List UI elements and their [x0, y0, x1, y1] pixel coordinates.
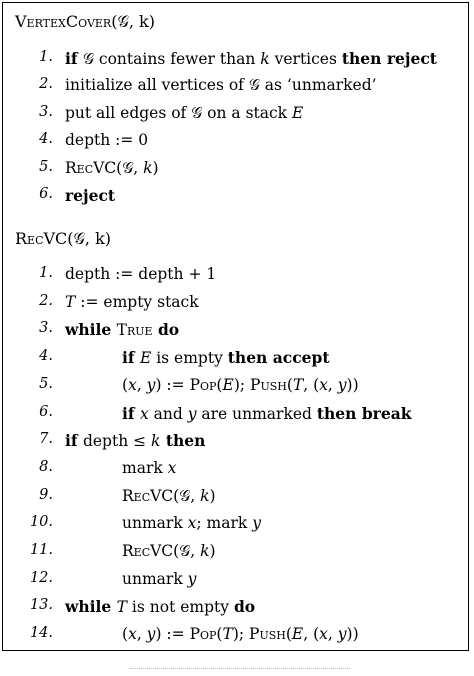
line-number: 7.: [39, 431, 53, 448]
line-number: 1.: [39, 265, 53, 281]
code-text: if 𝒢 contains fewer than k vertices then reject: [65, 49, 437, 68]
code-text: (x, y) := Pop(E); Push(T, (x, y)): [122, 375, 359, 394]
code-text: put all edges of 𝒢 on a stack E: [65, 103, 304, 122]
code-text: RecVC(𝒢, k): [122, 486, 216, 505]
code-text: initialize all vertices of 𝒢 as ‘unmarked’: [65, 76, 377, 95]
line-number: 11.: [29, 542, 53, 558]
line-number: 14.: [29, 625, 53, 642]
code-text: reject: [65, 186, 116, 205]
line-number: 5.: [39, 158, 53, 175]
line-number: 10.: [29, 514, 53, 531]
algorithm1-args: (𝒢, k): [111, 12, 155, 31]
code-text: depth := depth + 1: [65, 265, 217, 283]
line-number: 6.: [39, 186, 53, 202]
code-text: unmark y: [122, 569, 197, 588]
code-text: if depth ≤ k then: [65, 431, 206, 451]
footer-rule: [130, 668, 350, 669]
line-number: 4.: [39, 131, 53, 148]
code-text: while True do: [65, 320, 180, 340]
line-number: 9.: [39, 486, 53, 503]
code-text: depth := 0: [65, 131, 149, 150]
line-number: 13.: [29, 597, 53, 614]
algorithm2-args: (𝒢, k): [67, 229, 112, 248]
code-text: RecVC(𝒢, k): [65, 158, 159, 177]
code-text: while T is not empty do: [65, 597, 256, 617]
code-text: T := empty stack: [65, 292, 199, 311]
line-number: 4.: [39, 348, 53, 365]
code-text: mark x: [122, 458, 177, 477]
line-number: 8.: [39, 458, 53, 475]
line-number: 5.: [39, 375, 53, 392]
line-number: 12.: [29, 569, 53, 586]
line-number: 6.: [39, 403, 53, 420]
code-text: unmark x; mark y: [122, 514, 261, 533]
line-number: 2.: [39, 292, 53, 309]
algorithm1-heading: [15, 12, 155, 32]
code-text: RecVC(𝒢, k): [122, 542, 216, 560]
code-text: if E is empty then accept: [122, 348, 330, 368]
algorithm1-name: VertexCover: [15, 12, 112, 31]
line-number: 1.: [39, 49, 53, 65]
line-number: 2.: [39, 76, 53, 93]
code-text: (x, y) := Pop(T); Push(E, (x, y)): [122, 625, 359, 644]
code-text: if x and y are unmarked then break: [122, 403, 412, 423]
algorithm2-name: RecVC: [15, 229, 68, 248]
algorithm2-heading: [15, 229, 111, 249]
algorithm-box: [2, 2, 469, 651]
line-number: 3.: [39, 103, 53, 120]
line-number: 3.: [39, 320, 53, 337]
